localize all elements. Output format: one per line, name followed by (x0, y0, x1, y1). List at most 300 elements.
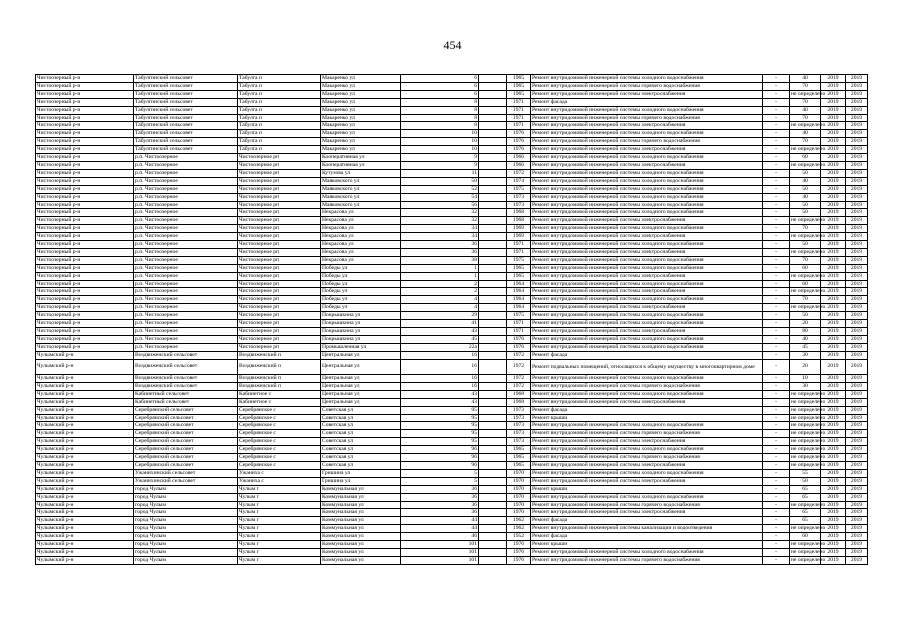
cell-house-number: 4 (401, 296, 479, 304)
cell-municipality: р.п. Чистоозерное (134, 225, 238, 233)
cell-cost-value: не определено (791, 430, 826, 437)
cell-municipality: р.п. Чистоозерное (134, 185, 238, 193)
cell-end-year: 2019 (846, 154, 868, 162)
cell-end-year: 2019 (846, 477, 868, 485)
cell-start-year: 2019 (821, 233, 846, 241)
cell-separator: - (763, 130, 790, 138)
cell-end-year: 2019 (846, 280, 868, 288)
cell-house-number: 95 (401, 438, 479, 446)
cell-work-type: Ремонт внутридомовой инженерной системы холодного водоснабжения (531, 320, 763, 328)
table-row (36, 225, 868, 233)
table-row (36, 75, 868, 83)
cell-end-year: 2019 (846, 548, 868, 556)
cell-municipality: Серебрянский сельсовет (134, 430, 238, 438)
cell-end-year: 2019 (846, 493, 868, 501)
cell-municipality: город Чулым (134, 493, 238, 501)
cell-cost-value: 60 (790, 533, 821, 541)
cell-municipality: Табулгинский сельсовет (134, 138, 238, 146)
cell-house-number: 95 (401, 406, 479, 414)
cell-street: Победы ул (321, 304, 401, 312)
cell-settlement: Табулга п (238, 130, 321, 138)
cell-year-built: 1976 (507, 130, 531, 138)
cell-start-year: 2019 (821, 335, 846, 343)
cell-house-number: 9 (401, 161, 479, 169)
cell-settlement: Чистоозерное рп (238, 328, 321, 336)
cell-district: Чулымский р-н (36, 556, 134, 564)
cell-cost-value: не определено (791, 525, 826, 532)
cell-district: Чулымский р-н (36, 548, 134, 556)
cell-separator: - (763, 454, 790, 462)
cell-start-year: 2019 (821, 382, 846, 390)
cell-house-number: 32 (401, 209, 479, 217)
cell-building (479, 328, 507, 336)
cell-work-type: Ремонт внутридомовой инженерной системы холодного водоснабжения (531, 296, 763, 304)
cell-work-type: Ремонт внутридомовой инженерной системы холодного водоснабжения (531, 264, 763, 272)
table-row (36, 517, 868, 525)
cell-work-type: Ремонт внутридомовой инженерной системы горячего водоснабжения (531, 501, 763, 509)
cell-house-number: 16 (401, 375, 479, 383)
cell-end-year: 2019 (846, 533, 868, 541)
cell-street: Коммунальная ул (321, 556, 401, 564)
cell-municipality: Серебрянский сельсовет (134, 422, 238, 430)
cell-separator: - (763, 154, 790, 162)
cell-year-built: 1968 (507, 209, 531, 217)
cell-year-built: 1971 (507, 98, 531, 106)
cell-separator: - (763, 272, 790, 280)
cell-building (479, 161, 507, 169)
table-row (36, 264, 868, 272)
cell-district: Чулымский р-н (36, 359, 134, 374)
cell-municipality: р.п. Чистоозерное (134, 335, 238, 343)
cell-municipality: Табулгинский сельсовет (134, 82, 238, 90)
cell-municipality: р.п. Чистоозерное (134, 193, 238, 201)
cell-house-number: 50 (401, 177, 479, 185)
cell-municipality: р.п. Чистоозерное (134, 248, 238, 256)
cell-street: Советская ул (321, 414, 401, 422)
cell-work-type: Ремонт внутридомовой инженерной системы холодного водоснабжения (531, 256, 763, 264)
cell-street: Советская ул (321, 461, 401, 469)
cell-settlement: Серебрянское с (238, 422, 321, 430)
table-row (36, 114, 868, 122)
table-row (36, 343, 868, 351)
cell-separator: - (763, 138, 790, 146)
cell-separator: - (763, 541, 790, 549)
cell-house-number: 34 (401, 225, 479, 233)
cell-building (479, 430, 507, 438)
cell-settlement: Чистоозерное рп (238, 343, 321, 351)
cell-start-year: 2019 (821, 169, 846, 177)
cell-work-type: Ремонт внутридомовой инженерной системы горячего водоснабжения (531, 114, 763, 122)
cell-year-built: 1973 (507, 406, 531, 414)
cell-settlement: Чулым г (238, 525, 321, 533)
cell-separator: - (763, 82, 790, 90)
cell-house-number: 36 (401, 501, 479, 509)
cell-settlement: Чулым г (238, 541, 321, 549)
cell-building (479, 75, 507, 83)
cell-year-built: 1965 (507, 90, 531, 98)
cell-cost-value: 30 (790, 382, 821, 390)
cell-work-type: Ремонт подвальных помещений, относящихся к общему имуществу в многоквартирном доме (531, 359, 763, 374)
cell-settlement: Серебрянское с (238, 414, 321, 422)
cell-district: Чулымский р-н (36, 351, 134, 359)
cell-street: Центральная ул (321, 398, 401, 406)
cell-end-year: 2019 (846, 422, 868, 430)
cell-separator: - (763, 209, 790, 217)
cell-municipality: Ужанихинский сельсовет (134, 477, 238, 485)
cell-district: Чистоозерный р-н (36, 248, 134, 256)
cell-end-year: 2019 (846, 469, 868, 477)
cell-year-built: 1969 (507, 225, 531, 233)
cell-house-number: 11 (401, 169, 479, 177)
cell-separator: - (763, 193, 790, 201)
cell-municipality: Серебрянский сельсовет (134, 461, 238, 469)
cell-cost-value: 40 (790, 106, 821, 114)
cell-building (479, 288, 507, 296)
table-row (36, 509, 868, 517)
cell-separator: - (763, 161, 790, 169)
cell-work-type: Ремонт внутридомовой инженерной системы холодного водоснабжения (531, 185, 763, 193)
table-row (36, 430, 868, 438)
cell-settlement: Чулым г (238, 493, 321, 501)
cell-district: Чистоозерный р-н (36, 75, 134, 83)
cell-end-year: 2019 (846, 185, 868, 193)
cell-start-year: 2019 (821, 138, 846, 146)
cell-year-built: 1964 (507, 288, 531, 296)
cell-end-year: 2019 (846, 390, 868, 398)
cell-cost-value: 50 (790, 241, 821, 249)
cell-cost-value: 50 (790, 312, 821, 320)
table-row (36, 493, 868, 501)
cell-year-built: 1970 (507, 477, 531, 485)
cell-start-year: 2019 (821, 193, 846, 201)
cell-work-type: Ремонт внутридомовой инженерной системы холодного водоснабжения (531, 193, 763, 201)
cell-work-type: Ремонт внутридомовой инженерной системы электроснабжения (531, 122, 763, 130)
cell-start-year: 2019 (821, 154, 846, 162)
cell-house-number: 95 (401, 414, 479, 422)
cell-cost-value: 65 (790, 509, 821, 517)
cell-year-built: 1964 (507, 304, 531, 312)
cell-start-year: 2019 (821, 217, 846, 225)
cell-separator: - (763, 304, 790, 312)
cell-house-number: 44 (401, 517, 479, 525)
cell-district: Чистоозерный р-н (36, 233, 134, 241)
cell-cost-value: 60 (790, 154, 821, 162)
cell-municipality: р.п. Чистоозерное (134, 241, 238, 249)
cell-district: Чистоозерный р-н (36, 177, 134, 185)
cell-street: Гришина ул (321, 469, 401, 477)
cell-year-built: 1966 (507, 161, 531, 169)
table-row (36, 193, 868, 201)
cell-house-number: 36 (401, 493, 479, 501)
cell-end-year: 2019 (846, 177, 868, 185)
cell-building (479, 256, 507, 264)
cell-municipality: Воздвиженский сельсовет (134, 359, 238, 374)
cell-house-number: 38 (401, 256, 479, 264)
cell-street: Макаренко ул (321, 130, 401, 138)
cell-settlement: Чулым г (238, 548, 321, 556)
cell-cost-value: 80 (790, 328, 821, 336)
cell-end-year: 2019 (846, 248, 868, 256)
cell-separator: - (763, 217, 790, 225)
cell-street: Коммунальная ул (321, 525, 401, 533)
cell-cost-value: не определено (791, 454, 826, 461)
cell-separator: - (763, 406, 790, 414)
cell-municipality: город Чулым (134, 501, 238, 509)
table-row (36, 288, 868, 296)
cell-settlement: Чистоозерное рп (238, 169, 321, 177)
cell-cost-value: не определено (791, 233, 826, 240)
cell-street: Некрасова ул (321, 256, 401, 264)
table-row (36, 241, 868, 249)
cell-district: Чулымский р-н (36, 461, 134, 469)
cell-cost-value: 70 (790, 225, 821, 233)
cell-settlement: Чистоозерное рп (238, 296, 321, 304)
cell-building (479, 406, 507, 414)
cell-building (479, 461, 507, 469)
cell-building (479, 517, 507, 525)
cell-street: Центральная ул (321, 382, 401, 390)
cell-building (479, 312, 507, 320)
cell-separator: - (763, 177, 790, 185)
cell-cost-value: не определено (791, 248, 826, 255)
cell-end-year: 2019 (846, 328, 868, 336)
cell-municipality: Воздвиженский сельсовет (134, 375, 238, 383)
table-row (36, 438, 868, 446)
cell-settlement: Кабинетное с (238, 390, 321, 398)
cell-municipality: р.п. Чистоозерное (134, 288, 238, 296)
cell-work-type: Ремонт внутридомовой инженерной системы горячего водоснабжения (531, 382, 763, 390)
cell-end-year: 2019 (846, 225, 868, 233)
cell-end-year: 2019 (846, 525, 868, 533)
cell-cost-value: не определено (791, 422, 826, 429)
cell-end-year: 2019 (846, 241, 868, 249)
cell-building (479, 446, 507, 454)
table-row (36, 209, 868, 217)
table-row (36, 406, 868, 414)
cell-start-year: 2019 (821, 177, 846, 185)
cell-district: Чистоозерный р-н (36, 130, 134, 138)
cell-start-year: 2019 (821, 556, 846, 564)
cell-district: Чистоозерный р-н (36, 288, 134, 296)
cell-cost-value: 70 (790, 296, 821, 304)
cell-settlement: Табулга п (238, 82, 321, 90)
cell-building (479, 217, 507, 225)
cell-settlement: Чистоозерное рп (238, 154, 321, 162)
cell-street: Макаренко ул (321, 106, 401, 114)
cell-year-built: 1965 (507, 272, 531, 280)
cell-street: Макаренко ул (321, 138, 401, 146)
cell-building (479, 398, 507, 406)
cell-district: Чулымский р-н (36, 509, 134, 517)
cell-building (479, 122, 507, 130)
cell-start-year: 2019 (821, 398, 846, 406)
cell-cost-value: 30 (790, 351, 821, 359)
cell-end-year: 2019 (846, 414, 868, 422)
cell-cost-value: 70 (790, 256, 821, 264)
cell-start-year: 2019 (821, 75, 846, 83)
cell-building (479, 177, 507, 185)
cell-work-type: Ремонт внутридомовой инженерной системы горячего водоснабжения (531, 430, 763, 438)
cell-building (479, 469, 507, 477)
cell-cost-value: 50 (790, 185, 821, 193)
cell-end-year: 2019 (846, 233, 868, 241)
cell-year-built: 1969 (507, 233, 531, 241)
cell-start-year: 2019 (821, 98, 846, 106)
table-row (36, 398, 868, 406)
table-row (36, 90, 868, 98)
table-row (36, 382, 868, 390)
cell-settlement: Воздвиженский п (238, 359, 321, 374)
cell-separator: - (763, 548, 790, 556)
table-row (36, 548, 868, 556)
cell-district: Чистоозерный р-н (36, 169, 134, 177)
cell-municipality: р.п. Чистоозерное (134, 264, 238, 272)
cell-cost-value: не определено (791, 541, 826, 548)
cell-district: Чулымский р-н (36, 477, 134, 485)
cell-separator: - (763, 114, 790, 122)
cell-building (479, 359, 507, 374)
table-row (36, 217, 868, 225)
cell-district: Чулымский р-н (36, 541, 134, 549)
cell-street: Некрасова ул (321, 217, 401, 225)
cell-end-year: 2019 (846, 446, 868, 454)
cell-district: Чулымский р-н (36, 382, 134, 390)
cell-year-built: 1970 (507, 469, 531, 477)
table-row (36, 446, 868, 454)
cell-building (479, 351, 507, 359)
cell-house-number: 22а (401, 343, 479, 351)
cell-year-built: 1968 (507, 390, 531, 398)
cell-cost-value: 65 (790, 493, 821, 501)
cell-street: Советская ул (321, 454, 401, 462)
cell-house-number: 54 (401, 193, 479, 201)
cell-separator: - (763, 556, 790, 564)
cell-start-year: 2019 (821, 422, 846, 430)
cell-settlement: Табулга п (238, 138, 321, 146)
cell-building (479, 106, 507, 114)
cell-district: Чулымский р-н (36, 501, 134, 509)
cell-start-year: 2019 (821, 209, 846, 217)
cell-separator: - (763, 169, 790, 177)
cell-separator: - (763, 351, 790, 359)
cell-municipality: р.п. Чистоозерное (134, 201, 238, 209)
cell-street: Коммунальная ул (321, 485, 401, 493)
cell-municipality: город Чулым (134, 485, 238, 493)
cell-house-number: 41 (401, 320, 479, 328)
cell-end-year: 2019 (846, 556, 868, 564)
cell-year-built: 1972 (507, 351, 531, 359)
cell-start-year: 2019 (821, 359, 846, 374)
cell-start-year: 2019 (821, 485, 846, 493)
cell-house-number: 16 (401, 351, 479, 359)
cell-work-type: Ремонт внутридомовой инженерной системы горячего водоснабжения (531, 138, 763, 146)
cell-separator: - (763, 335, 790, 343)
cell-work-type: Ремонт внутридомовой инженерной системы электроснабжения (531, 217, 763, 225)
cell-settlement: Табулга п (238, 106, 321, 114)
cell-end-year: 2019 (846, 461, 868, 469)
cell-building (479, 422, 507, 430)
cell-district: Чистоозерный р-н (36, 264, 134, 272)
cell-municipality: город Чулым (134, 541, 238, 549)
cell-cost-value: 40 (790, 335, 821, 343)
cell-work-type: Ремонт внутридомовой инженерной системы электроснабжения (531, 304, 763, 312)
cell-house-number: 34 (401, 233, 479, 241)
cell-building (479, 525, 507, 533)
cell-work-type: Ремонт внутридомовой инженерной системы холодного водоснабжения (531, 209, 763, 217)
table-row (36, 359, 868, 374)
cell-start-year: 2019 (821, 438, 846, 446)
cell-street: Советская ул (321, 406, 401, 414)
cell-start-year: 2019 (821, 390, 846, 398)
cell-work-type: Ремонт внутридомовой инженерной системы электроснабжения (531, 161, 763, 169)
cell-end-year: 2019 (846, 122, 868, 130)
cell-separator: - (763, 248, 790, 256)
table-row (36, 154, 868, 162)
cell-year-built: 1965 (507, 446, 531, 454)
cell-year-built: 1971 (507, 320, 531, 328)
cell-municipality: р.п. Чистоозерное (134, 161, 238, 169)
cell-house-number: 101 (401, 556, 479, 564)
table-row (36, 169, 868, 177)
cell-end-year: 2019 (846, 351, 868, 359)
cell-building (479, 90, 507, 98)
cell-end-year: 2019 (846, 517, 868, 525)
cell-district: Чулымский р-н (36, 414, 134, 422)
cell-building (479, 335, 507, 343)
table-row (36, 161, 868, 169)
cell-separator: - (763, 517, 790, 525)
cell-settlement: Кабинетное с (238, 398, 321, 406)
cell-house-number: 101 (401, 548, 479, 556)
cell-street: Центральная ул (321, 390, 401, 398)
cell-house-number: 8 (401, 122, 479, 130)
cell-settlement: Табулга п (238, 122, 321, 130)
cell-house-number: 8 (401, 98, 479, 106)
cell-start-year: 2019 (821, 114, 846, 122)
cell-work-type: Ремонт внутридомовой инженерной системы электроснабжения (531, 477, 763, 485)
cell-start-year: 2019 (821, 280, 846, 288)
cell-settlement: Табулга п (238, 90, 321, 98)
table-row (36, 130, 868, 138)
cell-separator: - (763, 469, 790, 477)
cell-year-built: 1973 (507, 201, 531, 209)
cell-start-year: 2019 (821, 328, 846, 336)
cell-municipality: город Чулым (134, 525, 238, 533)
cell-district: Чистоозерный р-н (36, 82, 134, 90)
cell-end-year: 2019 (846, 272, 868, 280)
cell-year-built: 1965 (507, 75, 531, 83)
cell-work-type: Ремонт внутридомовой инженерной системы электроснабжения (531, 288, 763, 296)
cell-end-year: 2019 (846, 98, 868, 106)
cell-house-number: 95 (401, 422, 479, 430)
cell-cost-value: не определено (791, 288, 826, 295)
cell-end-year: 2019 (846, 382, 868, 390)
cell-district: Чистоозерный р-н (36, 185, 134, 193)
cell-building (479, 169, 507, 177)
cell-work-type: Ремонт внутридомовой инженерной системы электроснабжения (531, 509, 763, 517)
cell-settlement: Чистоозерное рп (238, 248, 321, 256)
cell-settlement: Чистоозерное рп (238, 335, 321, 343)
cell-building (479, 548, 507, 556)
cell-municipality: р.п. Чистоозерное (134, 296, 238, 304)
cell-start-year: 2019 (821, 548, 846, 556)
cell-district: Чулымский р-н (36, 375, 134, 383)
cell-settlement: Чистоозерное рп (238, 280, 321, 288)
cell-municipality: р.п. Чистоозерное (134, 280, 238, 288)
cell-house-number: 1 (401, 272, 479, 280)
cell-street: Некрасова ул (321, 241, 401, 249)
cell-start-year: 2019 (821, 430, 846, 438)
